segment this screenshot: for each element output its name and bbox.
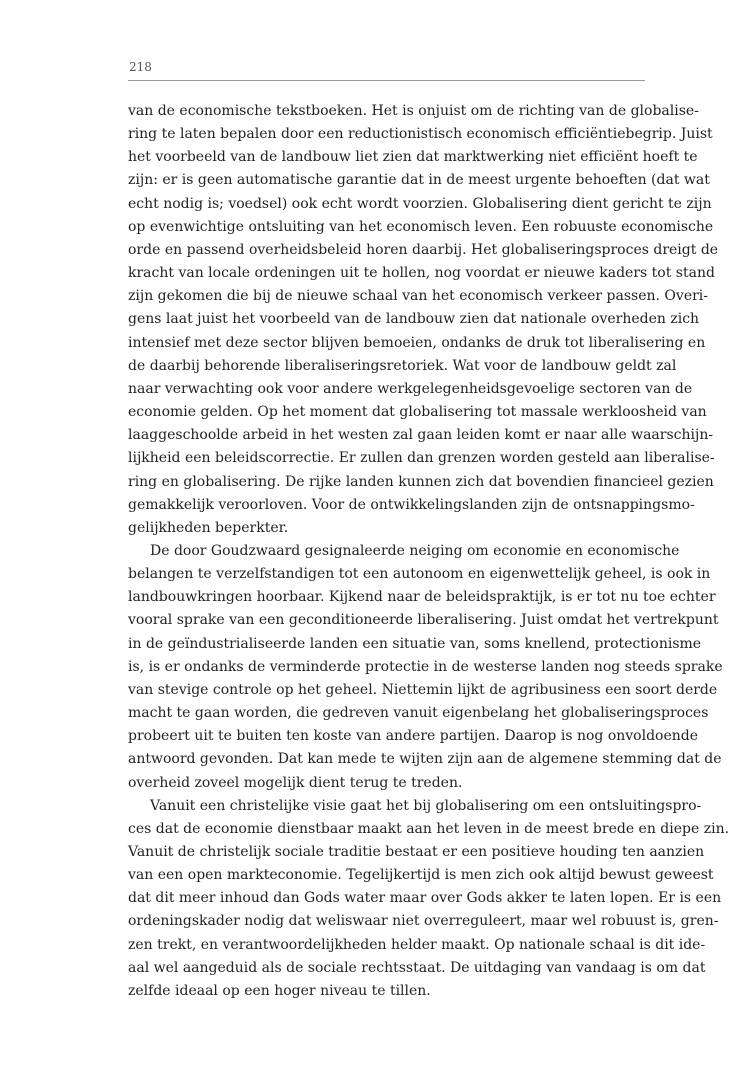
page-number: 218 — [129, 60, 152, 74]
text-line: De door Goudzwaard gesignaleerde neiging om economie en economische — [150, 542, 680, 559]
body-text — [128, 100, 730, 1003]
text-line: zen trekt, en verantwoordelijkheden helder maakt. Op nationale schaal is dit ide- — [128, 936, 706, 953]
text-line: orde en passend overheidsbeleid horen daarbij. Het globaliseringsproces dreigt de — [128, 241, 719, 258]
text-line: van de economische tekstboeken. Het is onjuist om de richting van de globalise- — [128, 103, 699, 119]
text-line: van stevige controle op het geheel. Niettemin lijkt de agribusiness een soort derde — [128, 681, 718, 698]
text-line: overheid zoveel mogelijk dient terug te treden. — [128, 774, 463, 791]
text-line: dat dit meer inhoud dan Gods water maar over Gods akker te laten lopen. Er is een — [128, 890, 722, 907]
text-line: intensief met deze sector blijven bemoeien, ondanks de druk tot liberalisering en — [128, 334, 706, 351]
text-line: landbouwkringen hoorbaar. Kijkend naar de beleidspraktijk, is er tot nu toe echter — [128, 589, 716, 606]
paragraph — [128, 795, 730, 1003]
text-line: kracht van locale ordeningen uit te hollen, nog voordat er nieuwe kaders tot stand — [128, 265, 715, 282]
text-line: Vanuit de christelijk sociale traditie bestaat er een positieve houding ten aanzien — [128, 844, 705, 860]
paragraph — [128, 100, 719, 540]
text-line: vooral sprake van een geconditioneerde liberalisering. Juist omdat het vertrekpunt — [128, 612, 719, 629]
text-line: laaggeschoolde arbeid in het westen zal gaan leiden komt er naar alle waarschijn- — [128, 427, 714, 444]
text-line: in de geïndustrialiseerde landen een situatie van, soms knellend, protectionisme — [128, 635, 702, 652]
text-line: lijkheid een beleidscorrectie. Er zullen dan grenzen worden gesteld aan liberalise- — [128, 450, 715, 467]
text-line: gemakkelijk veroorloven. Voor de ontwikkelingslanden zijn de ontsnappingsmo- — [128, 496, 695, 513]
text-line: ces dat de economie dienstbaar maakt aan het leven in de meest brede en diepe zin. — [128, 820, 730, 837]
text-line: is, is er ondanks de verminderde protectie in de westerse landen nog steeds sprake — [128, 658, 723, 675]
text-line: zijn gekomen die bij de nieuwe schaal van het economisch verkeer passen. Overi- — [128, 288, 709, 305]
header-rule — [128, 80, 645, 81]
text-line: echt nodig is; voedsel) ook echt wordt voorzien. Globalisering dient gericht te zijn — [128, 195, 712, 212]
text-line: gelijkheden beperkter. — [128, 519, 289, 536]
text-line: zijn: er is geen automatische garantie dat in de meest urgente behoeften (dat wat — [128, 172, 710, 189]
text-line: macht te gaan worden, die gedreven vanuit eigenbelang het globaliseringsproces — [128, 705, 709, 722]
text-line: zelfde ideaal op een hoger niveau te tillen. — [128, 982, 431, 999]
text-line: aal wel aangeduid als de sociale rechtsstaat. De uitdaging van vandaag is om dat — [128, 959, 706, 976]
text-line: probeert uit te buiten ten koste van andere partijen. Daarop is nog onvoldoende — [128, 728, 699, 745]
text-line: van een open markteconomie. Tegelijkertijd is men zich ook altijd bewust geweest — [128, 867, 714, 884]
text-line: het voorbeeld van de landbouw liet zien dat marktwerking niet efficiënt hoeft te — [128, 149, 698, 166]
text-line: de daarbij behorende liberaliseringsretoriek. Wat voor de landbouw geldt zal — [128, 357, 677, 374]
text-line: gens laat juist het voorbeeld van de landbouw zien dat nationale overheden zich — [128, 311, 700, 328]
text-line: naar verwachting ook voor andere werkgelegenheidsgevoelige sectoren van de — [128, 380, 693, 397]
text-line: economie gelden. Op het moment dat globalisering tot massale werkloosheid van — [128, 404, 707, 421]
text-line: ring en globalisering. De rijke landen kunnen zich dat bovendien financieel gezien — [128, 473, 714, 490]
paragraph — [128, 540, 723, 795]
text-line: Vanuit een christelijke visie gaat het bij globalisering om een ontsluitingspro- — [150, 797, 702, 814]
text-line: ring te laten bepalen door een reductionistisch economisch efficiëntiebegrip. Juist — [128, 126, 713, 143]
text-line: ordeningskader nodig dat weliswaar niet overreguleert, maar wel robuust is, gren- — [128, 913, 719, 930]
text-line: belangen te verzelfstandigen tot een autonoom en eigenwettelijk geheel, is ook in — [128, 566, 711, 583]
text-line: op evenwichtige ontsluiting van het economisch leven. Een robuuste economische — [128, 218, 714, 235]
text-line: antwoord gevonden. Dat kan mede te wijten zijn aan de algemene stemming dat de — [128, 751, 722, 768]
